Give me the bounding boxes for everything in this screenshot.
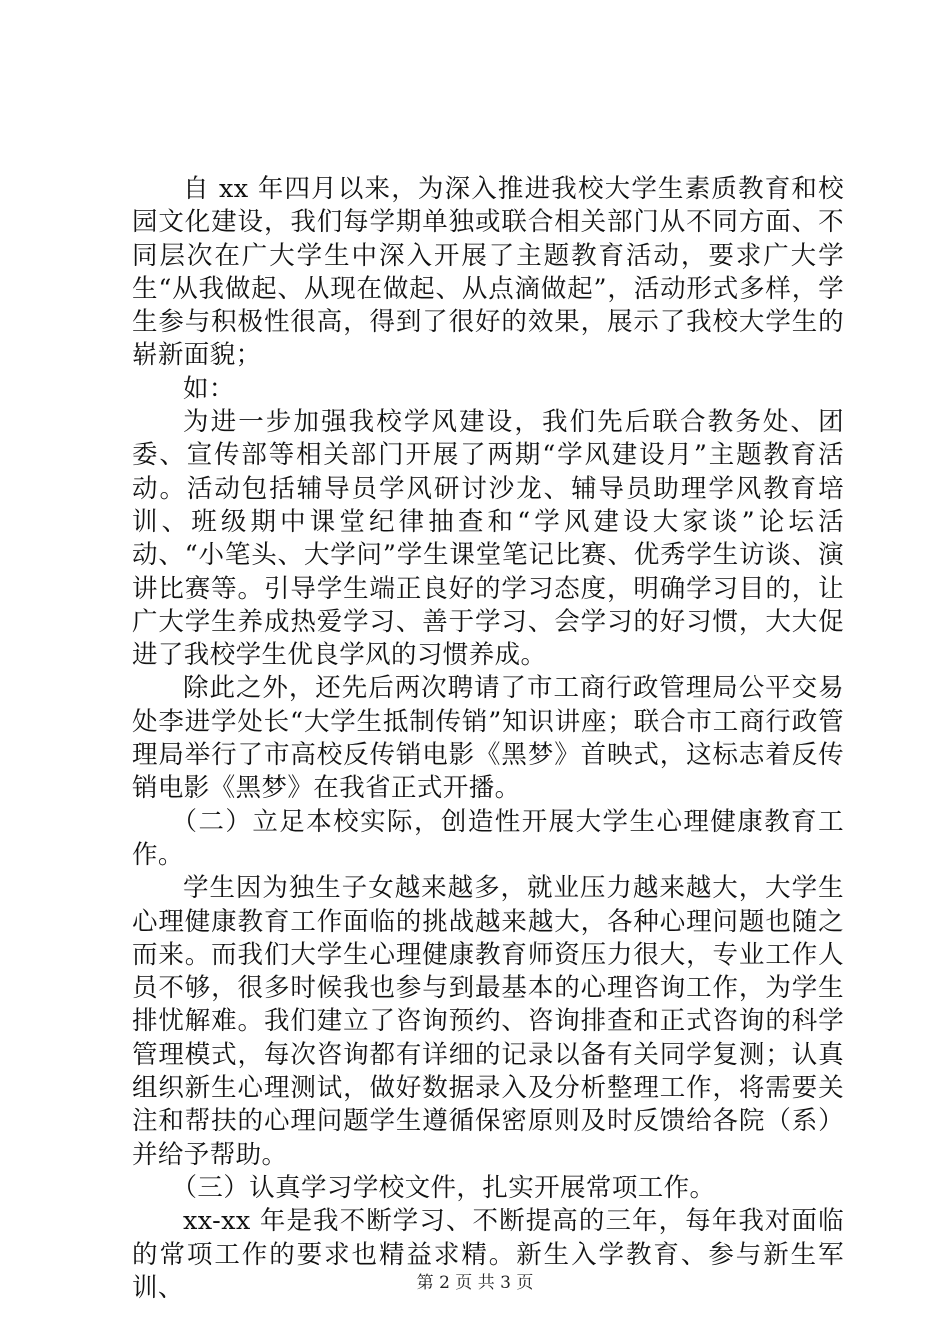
section-heading-three: （三）认真学习学校文件，扎实开展常项工作。 <box>171 1172 716 1203</box>
paragraph-example-label: 如： <box>183 373 235 404</box>
document-body <box>132 173 844 1305</box>
paragraph-intro: 自 xx 年四月以来，为深入推进我校大学生素质教育和校园文化建设，我们每学期单独或联合相关部门从不同方面、不同层次在广大学生中深入开展了主题教育活动，要求广大学生“从我做起、从现在做起、从点滴做起”，活动形式多样，学生参与积极性很高，得到了很好的效果，展示了我校大学生的崭新面貌； <box>132 174 844 371</box>
section-heading-two: （二）立足本校实际，创造性开展大学生心理健康教育工作。 <box>132 806 844 870</box>
paragraph-mental-health: 学生因为独生子女越来越多，就业压力越来越大，大学生心理健康教育工作面临的挑战越来越大，各种心理问题也随之而来。而我们大学生心理健康教育师资压力很大，专业工作人员不够，很多时候我也参与到最基本的心理咨询工作，为学生排忧解难。我们建立了咨询预约、咨询排查和正式咨询的科学管理模式，每次咨询都有详细的记录以备有关同学复测；认真组织新生心理测试，做好数据录入及分析整理工作，将需要关注和帮扶的心理问题学生遵循保密原则及时反馈给各院（系）并给予帮助。 <box>132 873 844 1170</box>
page-number-footer: 第 2 页 共 3 页 <box>416 1273 534 1293</box>
paragraph-routine-work: xx-xx 年是我不断学习、不断提高的三年，每年我对面临的常项工作的要求也精益求精。新生入学教育、参与新生军训、 <box>132 1206 844 1303</box>
paragraph-study-style: 为进一步加强我校学风建设，我们先后联合教务处、团委、宣传部等相关部门开展了两期“学风建设月”主题教育活动。活动包括辅导员学风研讨沙龙、辅导员助理学风教育培训、班级期中课堂纪律抽查和“学风建设大家谈”论坛活动、“小笔头、大学问”学生课堂笔记比赛、优秀学生访谈、演讲比赛等。引导学生端正良好的学习态度，明确学习目的，让广大学生养成热爱学习、善于学习、会学习的好习惯，大大促进了我校学生优良学风的习惯养成。 <box>132 407 844 671</box>
paragraph-anti-pyramid: 除此之外，还先后两次聘请了市工商行政管理局公平交易处李进学处长“大学生抵制传销”知识讲座；联合市工商行政管理局举行了市高校反传销电影《黑梦》首映式，这标志着反传销电影《黑梦》在我省正式开播。 <box>132 673 844 804</box>
